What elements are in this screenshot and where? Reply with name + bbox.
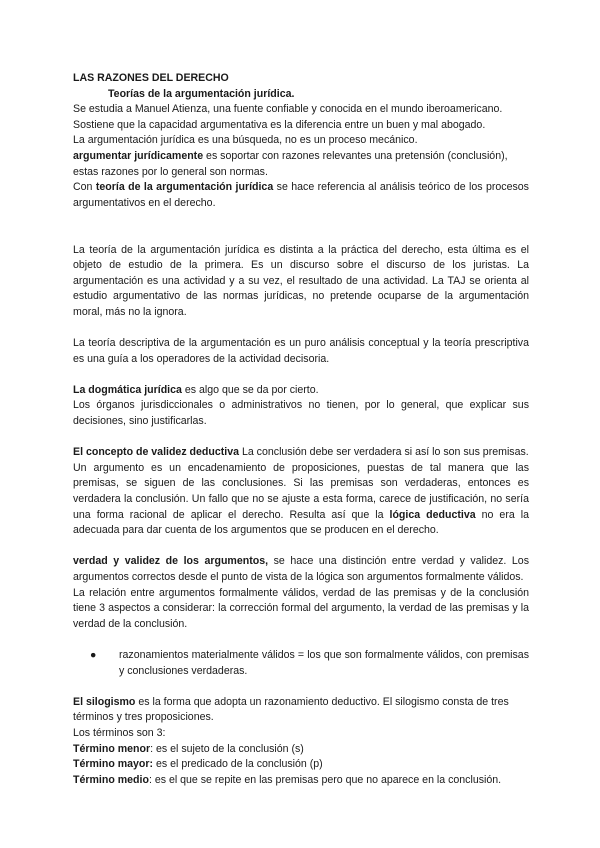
list-item [90,648,529,679]
terminos-intro: Los términos son 3: [73,726,166,739]
verdad-text: se hace una distinción entre verdad y validez. Los argumentos correctos desde el punto de vista de la lógica son argumentos formalmente válidos. [73,555,529,583]
argumento-paragraph [73,461,529,539]
argumentar-term: argumentar jurídicamente [73,149,204,162]
dogmatica-term: La dogmática jurídica [73,383,182,396]
verdad-term: verdad y validez de los argumentos, [73,555,269,568]
document-page [73,71,529,788]
termino-text: es el predicado de la conclusión (p) [153,758,323,771]
document-title: LAS RAZONES DEL DERECHO [73,72,229,84]
termino-term: Término mayor: [73,758,154,771]
teoria-term: teoría de la argumentación jurídica [95,181,274,194]
silogismo-paragraph [73,695,529,726]
verdad-paragraph [73,554,529,585]
termino-line [73,757,529,773]
termino-term: Término menor [73,742,151,755]
silogismo-term: El silogismo [73,695,136,708]
list-item-text: razonamientos materialmente válidos = los que son formalmente válidos, con premisas y conclusiones verdaderas. [119,648,529,677]
argumento-term: lógica deductiva [389,508,476,521]
dogmatica-text: es algo que se da por cierto. [181,383,319,396]
teoria-text: se hace referencia al análisis teórico de los procesos argumentativos en el derecho. [73,181,529,209]
argumento-text-2: no era la adecuada para dar cuenta de los argumentos que se producen en el derecho. [73,508,530,537]
argumentar-paragraph [73,149,529,180]
teoria-pre: Con [73,181,96,194]
termino-line [73,773,529,789]
termino-text: : es el sujeto de la conclusión (s) [150,742,304,755]
termino-line [73,742,529,758]
descriptiva-paragraph: La teoría descriptiva de la argumentación es un puro análisis conceptual y la teoría prescriptiva es una guía a los operadores de la actividad decisoria. [73,337,529,365]
dogmatica-paragraph [73,383,529,399]
validez-text: La conclusión debe ser verdadera si así lo son sus premisas. [239,446,529,459]
termino-text: : es el que se repite en las premisas pero que no aparece en la conclusión. [148,773,502,786]
validez-term: El concepto de validez deductiva [73,446,240,459]
argumento-text-1: Un argumento es un encadenamiento de proposiciones, puestas de tal manera que las premisas, se siguen de las conclusiones. Si las premisas son verdaderas, entonces es verdadera la conclusión. Un fallo que no se ajuste a esta forma, carece de justificación, no sería una forma racional de aplicar el derecho. Resulta así que la [73,461,529,521]
relacion-paragraph: La relación entre argumentos formalmente válidos, verdad de las premisas y de la conclusión tiene 3 aspectos a considerar: la corrección formal del argumento, la verdad de las premisas y la verdad de la conclusión. [73,586,529,630]
silogismo-text: es la forma que adopta un razonamiento deductivo. El silogismo consta de tres términos y tres proposiciones. [73,695,509,724]
teoria-paragraph [73,180,529,211]
bullet-list [73,648,529,679]
intro-line: La argumentación jurídica es una búsqueda, no es un proceso mecánico. [73,134,418,147]
document-subtitle: Teorías de la argumentación jurídica. [108,87,295,100]
taj-paragraph: La teoría de la argumentación jurídica es distinta a la práctica del derecho, esta última es el objeto de estudio de la primera. Es un discurso sobre el discurso de los juristas. La argumentación es una actividad y a su vez, el resultado de una actividad. La TAJ se orienta al estudio argumentativo de las normas jurídicas, no pretende ocuparse de la argumentación moral, más no la ignora. [73,243,529,318]
organos-paragraph: Los órganos jurisdiccionales o administrativos no tienen, por lo general, que explicar sus decisiones, sino justificarlas. [73,399,529,428]
intro-line: Se estudia a Manuel Atienza, una fuente confiable y conocida en el mundo iberoamericano. [73,103,503,116]
intro-line: Sostiene que la capacidad argumentativa es la diferencia entre un buen y mal abogado. [73,118,486,131]
argumentar-text: es soportar con razones relevantes una pretensión (conclusión), estas razones por lo general son normas. [73,149,508,178]
validez-paragraph [73,445,529,461]
bullet-icon: ● [90,648,97,661]
termino-term: Término medio [73,773,149,786]
